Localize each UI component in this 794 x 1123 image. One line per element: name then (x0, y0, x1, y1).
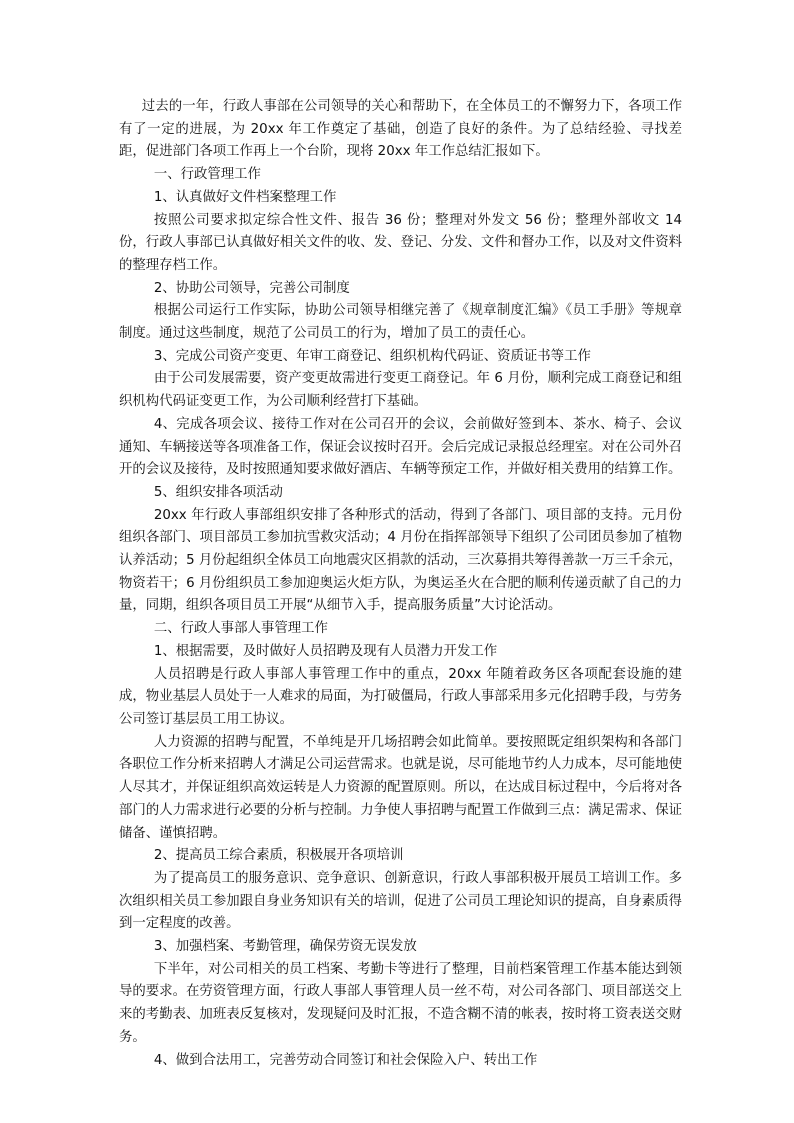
subsection-heading: 1、根据需要，及时做好人员招聘及现有人员潜力开发工作 (153, 643, 498, 659)
section-heading: 二、行政人事部人事管理工作 (153, 621, 328, 637)
subsection-heading: 4、做到合法用工，完善劳动合同签订和社会保险入户、转出工作 (153, 1052, 538, 1068)
subsection-heading: 3、加强档案、考勤管理，确保劳资无误发放 (153, 939, 417, 955)
body-paragraph: 人员招聘是行政人事部人事管理工作中的重点，20xx 年随着政务区各项配套设施的建成，物业基层人员处于一人难求的局面，为打破僵局，行政人事部采用多元化招聘手段，与劳务公司签订基层员工用工协议。 (119, 666, 682, 727)
intro-paragraph: 过去的一年，行政人事部在公司领导的关心和帮助下，在全体员工的不懈努力下，各项工作有了一定的进展，为 20xx 年工作奠定了基础，创造了良好的条件。为了总结经验、寻找差距，促进部门各项工作再上一个台阶，现将 20xx 年工作总结汇报如下。 (119, 99, 682, 160)
body-paragraph: 按照公司要求拟定综合性文件、报告 36 份；整理对外发文 56 份；整理外部收文 14 份，行政人事部已认真做好相关文件的收、发、登记、分发、文件和督办工作，以及对文件资料的整理存档工作。 (119, 212, 682, 273)
subsection-heading: 5、组织安排各项活动 (153, 484, 283, 500)
body-paragraph: 20xx 年行政人事部组织安排了各种形式的活动，得到了各部门、项目部的支持。元月份组织各部门、项目部员工参加抗雪救灾活动；4 月份在指挥部领导下组织了公司团员参加了植物认养活动；5 月份起组织全体员工向地震灾区捐款的活动，三次募捐共筹得善款一万三千余元，物资若干；6 月份组织员工参加迎奥运火炬方队，为奥运圣火在合肥的顺利传递贡献了自己的力量，同期，组织各项目员工开展“从细节入手，提高服务质量”大讨论活动。 (119, 507, 682, 614)
subsection-heading: 3、完成公司资产变更、年审工商登记、组织机构代码证、资质证书等工作 (153, 348, 591, 364)
subsection-heading: 1、认真做好文件档案整理工作 (153, 189, 337, 205)
body-paragraph: 下半年，对公司相关的员工档案、考勤卡等进行了整理，目前档案管理工作基本能达到领导的要求。在劳资管理方面，行政人事部人事管理人员一丝不苟，对公司各部门、项目部送交上来的考勤表、加班表反复核对，发现疑问及时汇报，不造含糊不清的帐表，按时将工资表送交财务。 (119, 961, 682, 1045)
section-heading: 一、行政管理工作 (153, 167, 261, 183)
subsection-heading: 2、协助公司领导，完善公司制度 (153, 280, 350, 296)
body-paragraph: 由于公司发展需要，资产变更故需进行变更工商登记。年 6 月份，顺利完成工商登记和组织机构代码证变更工作，为公司顺利经营打下基础。 (119, 371, 682, 410)
body-paragraph: 根据公司运行工作实际，协助公司领导相继完善了《规章制度汇编》《员工手册》等规章制度。通过这些制度，规范了公司员工的行为，增加了员工的责任心。 (119, 303, 682, 342)
body-paragraph: 人力资源的招聘与配置，不单纯是开几场招聘会如此简单。要按照既定组织架构和各部门各职位工作分析来招聘人才满足公司运营需求。也就是说，尽可能地节约人力成本，尽可能地使人尽其才，并保证组织高效运转是人力资源的配置原则。所以，在达成目标过程中，今后将对各部门的人力需求进行必要的分析与控制。力争使人事招聘与配置工作做到三点：满足需求、保证储备、谨慎招聘。 (119, 734, 682, 841)
body-paragraph: 4、完成各项会议、接待工作对在公司召开的会议，会前做好签到本、茶水、椅子、会议通知、车辆接送等各项准备工作，保证会议按时召开。会后完成记录报总经理室。对在公司外召开的会议及接待，及时按照通知要求做好酒店、车辆等预定工作，并做好相关费用的结算工作。 (119, 416, 682, 478)
body-paragraph: 为了提高员工的服务意识、竞争意识、创新意识，行政人事部积极开展员工培训工作。多次组织相关员工参加跟自身业务知识有关的培训，促进了公司员工理论知识的提高，自身素质得到一定程度的改善。 (119, 870, 682, 932)
subsection-heading: 2、提高员工综合素质，积极展开各项培训 (153, 848, 404, 864)
